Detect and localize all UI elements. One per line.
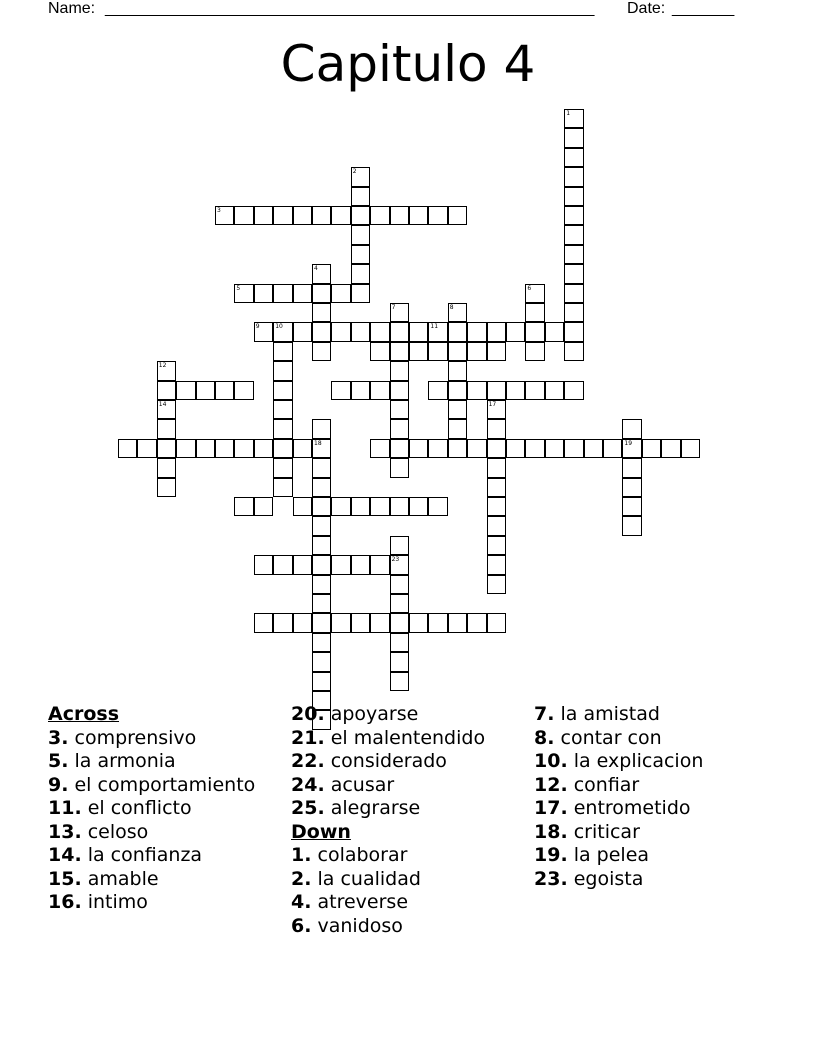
clue-number-17: 17 bbox=[488, 401, 497, 408]
clue-text: confiar bbox=[567, 773, 640, 796]
down-clue bbox=[534, 868, 774, 892]
across-clue bbox=[48, 844, 278, 868]
down-clue bbox=[534, 774, 774, 798]
grid-cell[interactable] bbox=[487, 342, 506, 361]
grid-cell[interactable] bbox=[487, 613, 506, 632]
clue-text: el malentendido bbox=[324, 726, 486, 749]
clue-label-number: 16. bbox=[48, 891, 82, 913]
clue-number-5: 5 bbox=[236, 284, 241, 292]
grid-cell[interactable] bbox=[157, 458, 176, 477]
clue-text: amable bbox=[81, 867, 159, 890]
clue-label-number: 11. bbox=[48, 797, 82, 819]
clue-text: egoista bbox=[567, 867, 644, 890]
clue-text: la pelea bbox=[567, 844, 650, 866]
clue-number-14: 14 bbox=[158, 401, 167, 408]
grid-cell[interactable] bbox=[448, 206, 467, 225]
across-clue bbox=[291, 727, 521, 751]
grid-cell[interactable] bbox=[254, 497, 273, 516]
grid-cell[interactable] bbox=[234, 497, 253, 516]
clue-text: vanidoso bbox=[311, 914, 403, 937]
clue-label-number: 13. bbox=[48, 820, 82, 843]
grid-cell[interactable] bbox=[273, 419, 292, 438]
name-label: Name: bbox=[48, 0, 96, 17]
down-clue bbox=[534, 797, 774, 821]
clue-text: apoyarse bbox=[324, 703, 419, 725]
grid-cell[interactable] bbox=[525, 439, 544, 458]
clues-column-3 bbox=[534, 703, 774, 891]
clue-text: considerado bbox=[324, 750, 447, 772]
grid-cell[interactable] bbox=[409, 439, 428, 458]
grid-cell[interactable] bbox=[525, 381, 544, 400]
grid-cell[interactable] bbox=[176, 439, 195, 458]
grid-cell[interactable] bbox=[622, 439, 641, 458]
clue-number-19: 19 bbox=[624, 439, 633, 447]
grid-cell[interactable] bbox=[564, 439, 583, 458]
grid-cell[interactable] bbox=[370, 342, 389, 361]
grid-cell[interactable] bbox=[293, 439, 312, 458]
grid-cell[interactable] bbox=[312, 497, 331, 516]
clue-label-number: 7. bbox=[534, 703, 555, 725]
grid-cell[interactable] bbox=[390, 594, 409, 613]
grid-cell[interactable] bbox=[390, 439, 409, 458]
grid-cell[interactable] bbox=[293, 322, 312, 341]
grid-cell[interactable] bbox=[564, 381, 583, 400]
clue-label-number: 25. bbox=[291, 797, 325, 819]
grid-cell[interactable] bbox=[215, 206, 234, 225]
grid-cell[interactable] bbox=[331, 555, 350, 574]
clue-label-number: 17. bbox=[534, 797, 568, 819]
grid-cell[interactable] bbox=[351, 381, 370, 400]
grid-cell[interactable] bbox=[390, 342, 409, 361]
grid-cell[interactable] bbox=[564, 167, 583, 186]
grid-cell[interactable] bbox=[564, 264, 583, 283]
grid-cell[interactable] bbox=[157, 478, 176, 497]
grid-cell[interactable] bbox=[448, 381, 467, 400]
grid-cell[interactable] bbox=[351, 187, 370, 206]
down-clue bbox=[534, 821, 774, 845]
grid-cell[interactable] bbox=[390, 361, 409, 380]
page-title: Capitulo 4 bbox=[280, 35, 536, 93]
grid-cell[interactable] bbox=[157, 400, 176, 419]
grid-cell[interactable] bbox=[370, 613, 389, 632]
grid-cell[interactable] bbox=[564, 109, 583, 128]
grid-cell[interactable] bbox=[487, 458, 506, 477]
grid-cell[interactable] bbox=[487, 536, 506, 555]
down-clue bbox=[534, 703, 774, 727]
grid-cell[interactable] bbox=[564, 303, 583, 322]
clue-text: la explicacion bbox=[567, 750, 704, 772]
grid-cell[interactable] bbox=[331, 613, 350, 632]
grid-cell[interactable] bbox=[409, 342, 428, 361]
grid-cell[interactable] bbox=[312, 633, 331, 652]
grid-cell[interactable] bbox=[351, 284, 370, 303]
grid-cell[interactable] bbox=[487, 555, 506, 574]
clue-text: el comportamiento bbox=[68, 773, 256, 796]
clue-text: criticar bbox=[567, 820, 640, 843]
grid-cell[interactable] bbox=[564, 322, 583, 341]
grid-cell[interactable] bbox=[564, 225, 583, 244]
grid-cell[interactable] bbox=[312, 613, 331, 632]
grid-cell[interactable] bbox=[622, 458, 641, 477]
grid-cell[interactable] bbox=[661, 439, 680, 458]
grid-cell[interactable] bbox=[370, 555, 389, 574]
down-clue bbox=[291, 915, 521, 939]
grid-cell[interactable] bbox=[254, 322, 273, 341]
clue-text: entrometido bbox=[567, 797, 691, 819]
across-clue bbox=[48, 750, 278, 774]
across-clue bbox=[291, 774, 521, 798]
grid-cell[interactable] bbox=[390, 303, 409, 322]
grid-cell[interactable] bbox=[331, 206, 350, 225]
grid-cell[interactable] bbox=[564, 284, 583, 303]
grid-cell[interactable] bbox=[293, 284, 312, 303]
down-clue bbox=[291, 868, 521, 892]
grid-cell[interactable] bbox=[254, 555, 273, 574]
grid-cell[interactable] bbox=[254, 284, 273, 303]
grid-cell[interactable] bbox=[196, 439, 215, 458]
grid-cell[interactable] bbox=[331, 322, 350, 341]
clue-label-number: 12. bbox=[534, 773, 568, 796]
across-clue bbox=[291, 703, 521, 727]
grid-cell[interactable] bbox=[448, 400, 467, 419]
grid-cell[interactable] bbox=[545, 322, 564, 341]
grid-cell[interactable] bbox=[196, 381, 215, 400]
grid-cell[interactable] bbox=[312, 342, 331, 361]
grid-cell[interactable] bbox=[312, 322, 331, 341]
grid-cell[interactable] bbox=[234, 284, 253, 303]
grid-cell[interactable] bbox=[506, 322, 525, 341]
grid-cell[interactable] bbox=[506, 439, 525, 458]
clue-label-number: 18. bbox=[534, 820, 568, 843]
grid-cell[interactable] bbox=[448, 342, 467, 361]
grid-cell[interactable] bbox=[254, 206, 273, 225]
clue-label-number: 23. bbox=[534, 867, 568, 890]
clue-text: atreverse bbox=[311, 891, 409, 913]
grid-cell[interactable] bbox=[564, 128, 583, 147]
clue-label-number: 5. bbox=[48, 750, 69, 772]
grid-cell[interactable] bbox=[564, 187, 583, 206]
grid-cell[interactable] bbox=[622, 478, 641, 497]
grid-cell[interactable] bbox=[448, 419, 467, 438]
grid-cell[interactable] bbox=[467, 322, 486, 341]
grid-cell[interactable] bbox=[409, 497, 428, 516]
across-clue bbox=[291, 797, 521, 821]
clue-label-number: 2. bbox=[291, 867, 312, 890]
clues-column-2 bbox=[291, 703, 521, 938]
across-clue bbox=[48, 821, 278, 845]
grid-cell[interactable] bbox=[273, 361, 292, 380]
clue-label-number: 20. bbox=[291, 703, 325, 725]
grid-cell[interactable] bbox=[390, 672, 409, 691]
grid-cell[interactable] bbox=[584, 439, 603, 458]
grid-cell[interactable] bbox=[487, 322, 506, 341]
clue-text: acusar bbox=[324, 773, 395, 796]
grid-cell[interactable] bbox=[448, 303, 467, 322]
grid-cell[interactable] bbox=[273, 555, 292, 574]
grid-cell[interactable] bbox=[487, 575, 506, 594]
date-blank-line: _______ bbox=[672, 0, 735, 17]
grid-cell[interactable] bbox=[390, 381, 409, 400]
grid-cell[interactable] bbox=[545, 439, 564, 458]
grid-cell[interactable] bbox=[254, 439, 273, 458]
grid-cell[interactable] bbox=[351, 167, 370, 186]
clue-number-2: 2 bbox=[352, 168, 357, 176]
grid-cell[interactable] bbox=[525, 303, 544, 322]
grid-cell[interactable] bbox=[525, 342, 544, 361]
grid-cell[interactable] bbox=[273, 439, 292, 458]
grid-cell[interactable] bbox=[564, 245, 583, 264]
grid-cell[interactable] bbox=[409, 206, 428, 225]
grid-cell[interactable] bbox=[467, 613, 486, 632]
clue-number-23: 23 bbox=[391, 556, 400, 564]
down-heading: Down bbox=[291, 820, 351, 843]
grid-cell[interactable] bbox=[428, 206, 447, 225]
clue-label-number: 8. bbox=[534, 726, 555, 749]
clue-number-1: 1 bbox=[566, 110, 571, 117]
grid-cell[interactable] bbox=[564, 206, 583, 225]
grid-cell[interactable] bbox=[370, 381, 389, 400]
grid-cell[interactable] bbox=[545, 381, 564, 400]
grid-cell[interactable] bbox=[157, 381, 176, 400]
grid-cell[interactable] bbox=[487, 400, 506, 419]
clue-number-8: 8 bbox=[449, 304, 454, 311]
grid-cell[interactable] bbox=[234, 381, 253, 400]
clue-label-number: 9. bbox=[48, 773, 69, 796]
grid-cell[interactable] bbox=[370, 439, 389, 458]
clue-text: alegrarse bbox=[324, 797, 421, 819]
grid-cell[interactable] bbox=[331, 497, 350, 516]
across-clue bbox=[48, 727, 278, 751]
grid-cell[interactable] bbox=[428, 322, 447, 341]
down-clue bbox=[534, 727, 774, 751]
grid-cell[interactable] bbox=[293, 613, 312, 632]
clue-text: la amistad bbox=[554, 703, 660, 725]
clue-number-12: 12 bbox=[158, 362, 167, 370]
grid-cell[interactable] bbox=[390, 206, 409, 225]
clue-text: intimo bbox=[81, 891, 148, 913]
grid-cell[interactable] bbox=[525, 284, 544, 303]
grid-cell[interactable] bbox=[312, 536, 331, 555]
grid-cell[interactable] bbox=[409, 613, 428, 632]
grid-cell[interactable] bbox=[118, 439, 137, 458]
grid-cell[interactable] bbox=[273, 206, 292, 225]
grid-cell[interactable] bbox=[506, 381, 525, 400]
grid-cell[interactable] bbox=[157, 419, 176, 438]
down-clue bbox=[534, 750, 774, 774]
clue-text: colaborar bbox=[311, 844, 408, 866]
grid-cell[interactable] bbox=[312, 303, 331, 322]
name-blank-line: _______________________________________________________ bbox=[105, 0, 595, 17]
grid-cell[interactable] bbox=[390, 322, 409, 341]
grid-cell[interactable] bbox=[137, 439, 156, 458]
clue-label-number: 21. bbox=[291, 726, 325, 749]
grid-cell[interactable] bbox=[448, 322, 467, 341]
grid-cell[interactable] bbox=[273, 478, 292, 497]
clue-number-3: 3 bbox=[217, 207, 221, 214]
grid-cell[interactable] bbox=[312, 458, 331, 477]
grid-cell[interactable] bbox=[351, 206, 370, 225]
grid-cell[interactable] bbox=[622, 497, 641, 516]
grid-cell[interactable] bbox=[351, 613, 370, 632]
grid-cell[interactable] bbox=[254, 613, 273, 632]
grid-cell[interactable] bbox=[448, 613, 467, 632]
grid-cell[interactable] bbox=[312, 672, 331, 691]
down-clue bbox=[291, 844, 521, 868]
grid-cell[interactable] bbox=[390, 555, 409, 574]
across-clue bbox=[48, 868, 278, 892]
grid-cell[interactable] bbox=[681, 439, 700, 458]
grid-cell[interactable] bbox=[428, 613, 447, 632]
grid-cell[interactable] bbox=[157, 439, 176, 458]
grid-cell[interactable] bbox=[312, 516, 331, 535]
grid-cell[interactable] bbox=[622, 419, 641, 438]
grid-cell[interactable] bbox=[157, 361, 176, 380]
grid-cell[interactable] bbox=[487, 439, 506, 458]
grid-cell[interactable] bbox=[467, 439, 486, 458]
grid-cell[interactable] bbox=[351, 555, 370, 574]
grid-cell[interactable] bbox=[273, 458, 292, 477]
grid-cell[interactable] bbox=[273, 613, 292, 632]
grid-cell[interactable] bbox=[390, 458, 409, 477]
grid-cell[interactable] bbox=[448, 439, 467, 458]
clue-label-number: 10. bbox=[534, 750, 568, 772]
grid-cell[interactable] bbox=[176, 381, 195, 400]
grid-cell[interactable] bbox=[312, 575, 331, 594]
grid-cell[interactable] bbox=[487, 419, 506, 438]
grid-cell[interactable] bbox=[642, 439, 661, 458]
grid-cell[interactable] bbox=[215, 439, 234, 458]
grid-cell[interactable] bbox=[390, 419, 409, 438]
grid-cell[interactable] bbox=[390, 633, 409, 652]
grid-cell[interactable] bbox=[312, 439, 331, 458]
date-label: Date: bbox=[627, 0, 666, 17]
grid-cell[interactable] bbox=[409, 322, 428, 341]
grid-cell[interactable] bbox=[351, 225, 370, 244]
grid-cell[interactable] bbox=[312, 419, 331, 438]
grid-cell[interactable] bbox=[234, 439, 253, 458]
grid-cell[interactable] bbox=[603, 439, 622, 458]
clue-text: el conflicto bbox=[81, 797, 192, 819]
clue-number-4: 4 bbox=[314, 265, 318, 273]
clue-number-9: 9 bbox=[255, 323, 260, 331]
clue-text: la cualidad bbox=[311, 867, 421, 890]
clue-number-10: 10 bbox=[275, 323, 283, 331]
grid-cell[interactable] bbox=[234, 206, 253, 225]
grid-cell[interactable] bbox=[390, 536, 409, 555]
grid-cell[interactable] bbox=[351, 264, 370, 283]
grid-cell[interactable] bbox=[370, 322, 389, 341]
grid-cell[interactable] bbox=[312, 206, 331, 225]
across-clue bbox=[48, 774, 278, 798]
grid-cell[interactable] bbox=[428, 497, 447, 516]
grid-cell[interactable] bbox=[273, 342, 292, 361]
grid-cell[interactable] bbox=[525, 322, 544, 341]
clue-label-number: 6. bbox=[291, 914, 312, 937]
across-clue bbox=[48, 891, 278, 915]
grid-cell[interactable] bbox=[293, 555, 312, 574]
clue-label-number: 4. bbox=[291, 891, 312, 913]
clue-label-number: 14. bbox=[48, 844, 82, 866]
grid-cell[interactable] bbox=[390, 652, 409, 671]
grid-cell[interactable] bbox=[215, 381, 234, 400]
grid-cell[interactable] bbox=[312, 264, 331, 283]
down-clue bbox=[291, 891, 521, 915]
grid-cell[interactable] bbox=[370, 497, 389, 516]
grid-cell[interactable] bbox=[273, 284, 292, 303]
clue-label-number: 15. bbox=[48, 867, 82, 890]
grid-cell[interactable] bbox=[428, 439, 447, 458]
across-clue bbox=[48, 797, 278, 821]
grid-cell[interactable] bbox=[390, 497, 409, 516]
grid-cell[interactable] bbox=[487, 497, 506, 516]
grid-cell[interactable] bbox=[428, 342, 447, 361]
grid-cell[interactable] bbox=[564, 342, 583, 361]
clue-label-number: 22. bbox=[291, 750, 325, 772]
clue-number-7: 7 bbox=[391, 304, 396, 311]
grid-cell[interactable] bbox=[487, 516, 506, 535]
grid-cell[interactable] bbox=[331, 284, 350, 303]
grid-cell[interactable] bbox=[467, 381, 486, 400]
grid-cell[interactable] bbox=[331, 381, 350, 400]
across-clue bbox=[291, 750, 521, 774]
grid-cell[interactable] bbox=[487, 381, 506, 400]
grid-cell[interactable] bbox=[312, 555, 331, 574]
grid-cell[interactable] bbox=[312, 478, 331, 497]
grid-cell[interactable] bbox=[390, 400, 409, 419]
down-clue bbox=[534, 844, 774, 868]
clue-label-number: 19. bbox=[534, 844, 568, 866]
grid-cell[interactable] bbox=[390, 613, 409, 632]
clue-number-6: 6 bbox=[527, 284, 532, 292]
grid-cell[interactable] bbox=[293, 497, 312, 516]
grid-cell[interactable] bbox=[293, 206, 312, 225]
grid-cell[interactable] bbox=[273, 322, 292, 341]
clue-text: contar con bbox=[554, 726, 662, 749]
grid-cell[interactable] bbox=[390, 575, 409, 594]
across-heading: Across bbox=[48, 703, 120, 725]
grid-cell[interactable] bbox=[370, 206, 389, 225]
clue-text: comprensivo bbox=[68, 726, 197, 749]
clues-column-1 bbox=[48, 703, 278, 915]
grid-cell[interactable] bbox=[273, 400, 292, 419]
grid-cell[interactable] bbox=[487, 478, 506, 497]
grid-cell[interactable] bbox=[428, 381, 447, 400]
clue-label-number: 3. bbox=[48, 726, 69, 749]
grid-cell[interactable] bbox=[564, 148, 583, 167]
clue-text: celoso bbox=[81, 820, 149, 843]
grid-cell[interactable] bbox=[351, 245, 370, 264]
clue-label-number: 24. bbox=[291, 773, 325, 796]
grid-cell[interactable] bbox=[467, 342, 486, 361]
clue-label-number: 1. bbox=[291, 844, 312, 866]
grid-cell[interactable] bbox=[351, 322, 370, 341]
grid-cell[interactable] bbox=[312, 284, 331, 303]
clue-number-18: 18 bbox=[314, 439, 322, 447]
grid-cell[interactable] bbox=[312, 652, 331, 671]
clue-number-11: 11 bbox=[430, 323, 439, 331]
grid-cell[interactable] bbox=[351, 497, 370, 516]
clue-text: la armonia bbox=[68, 750, 176, 772]
grid-cell[interactable] bbox=[448, 361, 467, 380]
clue-text: la confianza bbox=[81, 844, 203, 866]
grid-cell[interactable] bbox=[622, 516, 641, 535]
grid-cell[interactable] bbox=[312, 594, 331, 613]
grid-cell[interactable] bbox=[273, 381, 292, 400]
